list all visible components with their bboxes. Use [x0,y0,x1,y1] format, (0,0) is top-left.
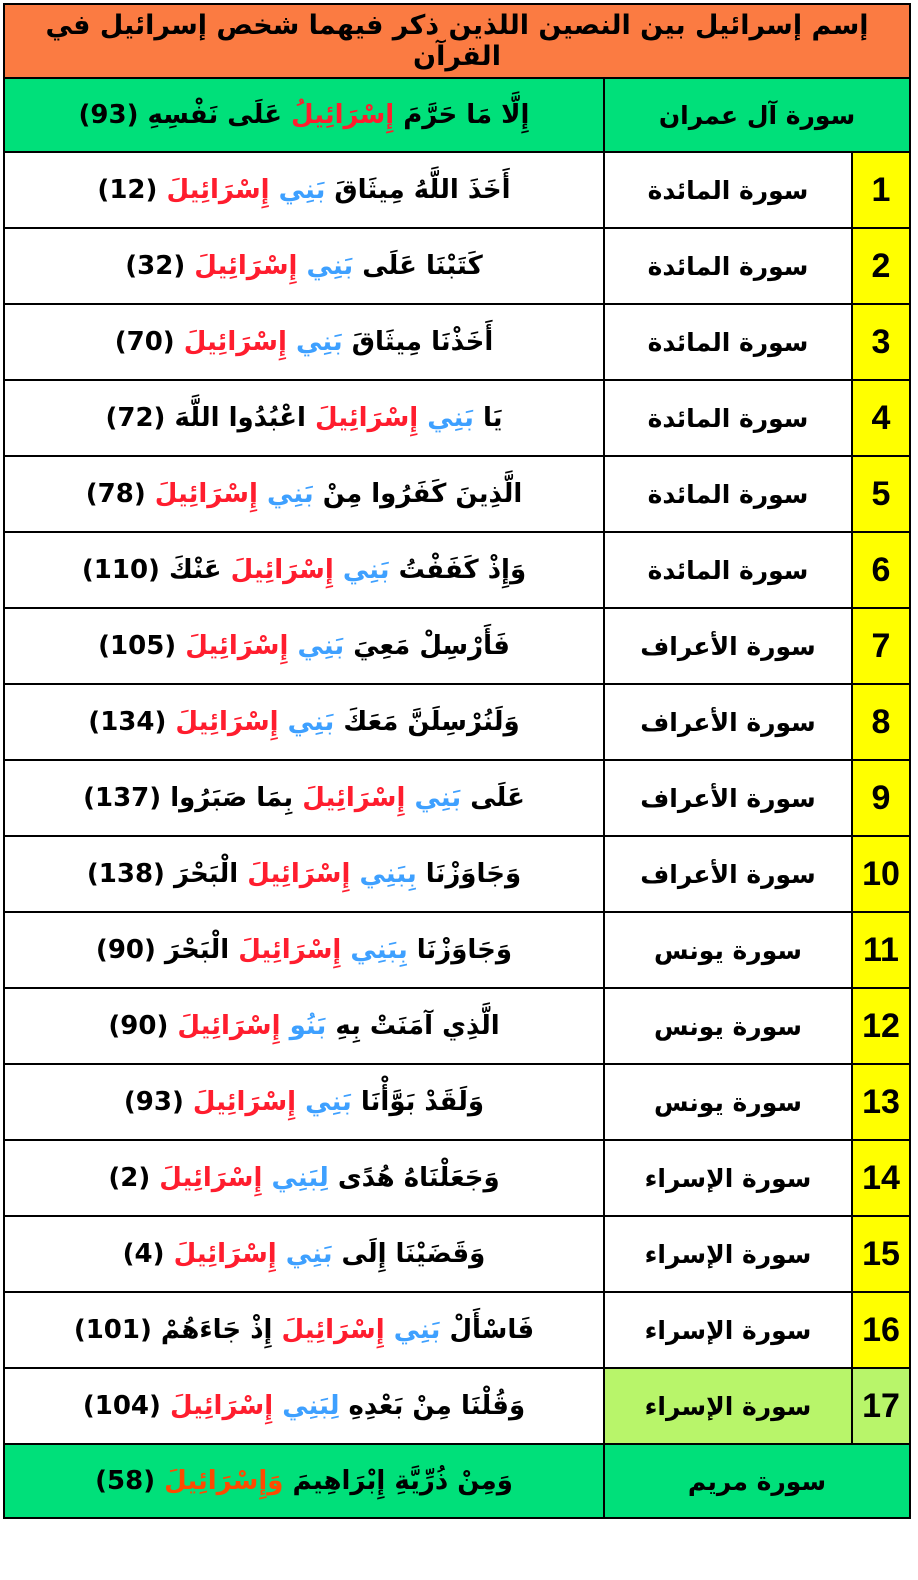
verse-text: إِذْ جَاءَهُمْ (101) [73,1315,282,1345]
verse-text: (90) [108,1011,178,1041]
verse-text: وَقُلْنَا مِنْ بَعْدِهِ [339,1391,526,1421]
sura-name: سورة المائدة [604,304,852,380]
row-number: 11 [852,912,910,988]
verse-cell [4,684,604,760]
israel-word: إِسْرَائِيلَ [247,859,351,889]
israel-word: إِسْرَائِيلَ [315,403,419,433]
verse-text: (58) [95,1466,165,1496]
bani-word: لِبَنِي [282,1391,340,1421]
verse-text: (78) [85,479,155,509]
verse-text: عَنْكَ (110) [81,555,231,585]
page-title: إسم إسرائيل بين النصين اللذين ذكر فيهما شخص إسرائيل في القرآن [4,4,910,78]
table-row [4,380,910,456]
table-row [4,532,910,608]
verse-text: وَلَنُرْسِلَنَّ مَعَكَ [334,707,520,737]
sura-name: سورة الإسراء [604,1292,852,1368]
israel-word: إِسْرَائِيلُ [291,100,395,130]
table-row [4,988,910,1064]
sura-name: سورة يونس [604,988,852,1064]
bani-word: بَنِي [393,1315,441,1345]
last-verse-cell [4,1444,604,1518]
verse-text: (93) [123,1087,193,1117]
sura-name: سورة الأعراف [604,684,852,760]
table-row [4,608,910,684]
verse-text [258,479,267,509]
bani-word: بَنِي [297,631,345,661]
first-verse-cell [4,78,604,152]
verse-cell [4,228,604,304]
verse-text: بِمَا صَبَرُوا (137) [83,783,303,813]
verse-text: الْبَحْرَ (138) [86,859,248,889]
row-number: 9 [852,760,910,836]
bani-word: بِبَنِي [350,935,408,965]
sura-name: سورة الإسراء [604,1368,852,1444]
sura-name: سورة الإسراء [604,1140,852,1216]
table-row [4,912,910,988]
sura-name: سورة المائدة [604,532,852,608]
israel-word: إِسْرَائِيلَ [302,783,406,813]
verse-text: وَجَاوَزْنَا [407,935,513,965]
verse-text: الَّذِي آمَنَتْ بِهِ [326,1011,500,1041]
israel-word: إِسْرَائِيلَ [177,1011,281,1041]
verse-text: (104) [82,1391,170,1421]
row-number: 12 [852,988,910,1064]
verse-text: (105) [98,631,186,661]
row-number: 16 [852,1292,910,1368]
sura-name: سورة المائدة [604,152,852,228]
row-number: 8 [852,684,910,760]
sura-name: سورة المائدة [604,228,852,304]
row-number: 13 [852,1064,910,1140]
verses-table [3,3,911,1519]
verse-text: كَتَبْنَا عَلَى [353,251,483,281]
verse-cell [4,304,604,380]
table-row [4,1368,910,1444]
israel-word: إِسْرَائِيلَ [281,1315,385,1345]
table-row [4,836,910,912]
bani-word: بَنِي [427,403,474,433]
verse-text [277,1239,286,1269]
verse-cell [4,152,604,228]
verse-text: اعْبُدُوا اللَّهَ (72) [105,403,316,433]
sura-name: سورة الأعراف [604,760,852,836]
sura-name: سورة يونس [604,1064,852,1140]
table-body [4,4,910,1518]
row-number: 15 [852,1216,910,1292]
verse-text: وَجَاوَزْنَا [416,859,522,889]
bani-word: بَنِي [414,783,462,813]
verse-text [281,1011,290,1041]
israel-word: إِسْرَائِيلَ [238,935,342,965]
bani-word: لِبَنِي [271,1163,329,1193]
row-number: 17 [852,1368,910,1444]
israel-word: إِسْرَائِيلَ [159,1163,263,1193]
sura-name: سورة المائدة [604,380,852,456]
verse-text: أَخَذْنَا مِيثَاقَ [342,327,494,357]
table-row [4,1292,910,1368]
row-number: 4 [852,380,910,456]
table-row [4,1216,910,1292]
israel-word: إِسْرَائِيلَ [185,631,289,661]
israel-word: إِسْرَائِيلَ [173,1239,277,1269]
bani-word: بَنِي [278,175,326,205]
israel-word: إِسْرَائِيلَ [166,175,270,205]
verse-text [273,1391,282,1421]
verse-text: وَجَعَلْنَاهُ هُدًى [328,1163,500,1193]
table-row [4,1140,910,1216]
verse-text: (32) [125,251,195,281]
row-number: 3 [852,304,910,380]
row-number: 10 [852,836,910,912]
bani-word: بَنِي [305,1087,352,1117]
verse-cell [4,836,604,912]
table-row [4,228,910,304]
verse-text [296,1087,305,1117]
verse-text: (4) [122,1239,174,1269]
sura-name: سورة الأعراف [604,608,852,684]
verse-text: يَا [473,403,503,433]
verse-cell [4,1292,604,1368]
row-number: 14 [852,1140,910,1216]
row-number: 7 [852,608,910,684]
bani-word: بَنِي [266,479,314,509]
verse-cell [4,532,604,608]
bani-word: بَنِي [287,707,335,737]
bani-word: بَنُو [289,1011,327,1041]
table-wrapper [3,3,911,1519]
israel-word: إِسْرَائِيلَ [154,479,258,509]
row-number: 6 [852,532,910,608]
bani-word: بَنِي [295,327,343,357]
last-row [4,1444,910,1518]
verse-text [334,555,343,585]
table-row [4,760,910,836]
verse-text [297,251,306,281]
verse-text: (12) [97,175,167,205]
bani-word: بَنِي [306,251,354,281]
verse-text [287,327,296,357]
sura-name: سورة يونس [604,912,852,988]
verse-cell [4,1368,604,1444]
first-sura-cell: سورة آل عمران [604,78,910,152]
israel-word: إِسْرَائِيلَ [230,555,334,585]
verse-text: فَأَرْسِلْ مَعِيَ [344,631,510,661]
last-sura-cell: سورة مريم [604,1444,910,1518]
table-row [4,152,910,228]
bani-word: بَنِي [342,555,390,585]
verse-text: (134) [88,707,176,737]
israel-word: وَإِسْرَائِيلَ [164,1466,284,1496]
verse-cell [4,1216,604,1292]
verse-cell [4,1064,604,1140]
verse-text: وَلَقَدْ بَوَّأْنَا [351,1087,485,1117]
sura-name: سورة الأعراف [604,836,852,912]
verse-text: الْبَحْرَ (90) [95,935,239,965]
verse-text: وَإِذْ كَفَفْتُ [389,555,527,585]
verse-text [385,1315,394,1345]
israel-word: إِسْرَائِيلَ [192,1087,297,1117]
row-number: 2 [852,228,910,304]
israel-word: إِسْرَائِيلَ [175,707,279,737]
verse-cell [4,760,604,836]
bani-word: بَنِي [285,1239,333,1269]
verse-cell [4,988,604,1064]
verse-text: إِلَّا مَا حَرَّمَ [394,100,530,130]
verse-text: وَمِنْ ذُرِّيَّةِ إِبْرَاهِيمَ [283,1466,513,1496]
verse-text: (70) [114,327,184,357]
sura-name: سورة الإسراء [604,1216,852,1292]
verse-text: عَلَى نَفْسِهِ (93) [78,100,292,130]
israel-word: إِسْرَائِيلَ [183,327,287,357]
table-row [4,684,910,760]
sura-name: سورة المائدة [604,456,852,532]
verse-text [270,175,279,205]
verse-text [279,707,288,737]
table-row [4,1064,910,1140]
bani-word: بِبَنِي [359,859,417,889]
verse-text [418,403,427,433]
verse-cell [4,380,604,456]
verse-text: عَلَى [461,783,525,813]
verse-text: (2) [108,1163,160,1193]
row-number: 1 [852,152,910,228]
row-number: 5 [852,456,910,532]
verse-cell [4,1140,604,1216]
table-row [4,456,910,532]
table-row [4,304,910,380]
israel-word: إِسْرَائِيلَ [194,251,298,281]
verse-text: الَّذِينَ كَفَرُوا مِنْ [313,479,523,509]
verse-text: فَاسْأَلْ [440,1315,535,1345]
israel-word: إِسْرَائِيلَ [169,1391,274,1421]
verse-text: أَخَذَ اللَّهُ مِيثَاقَ [325,175,511,205]
verse-cell [4,608,604,684]
verse-cell [4,456,604,532]
verse-cell [4,912,604,988]
verse-text: وَقَضَيْنَا إِلَى [332,1239,486,1269]
